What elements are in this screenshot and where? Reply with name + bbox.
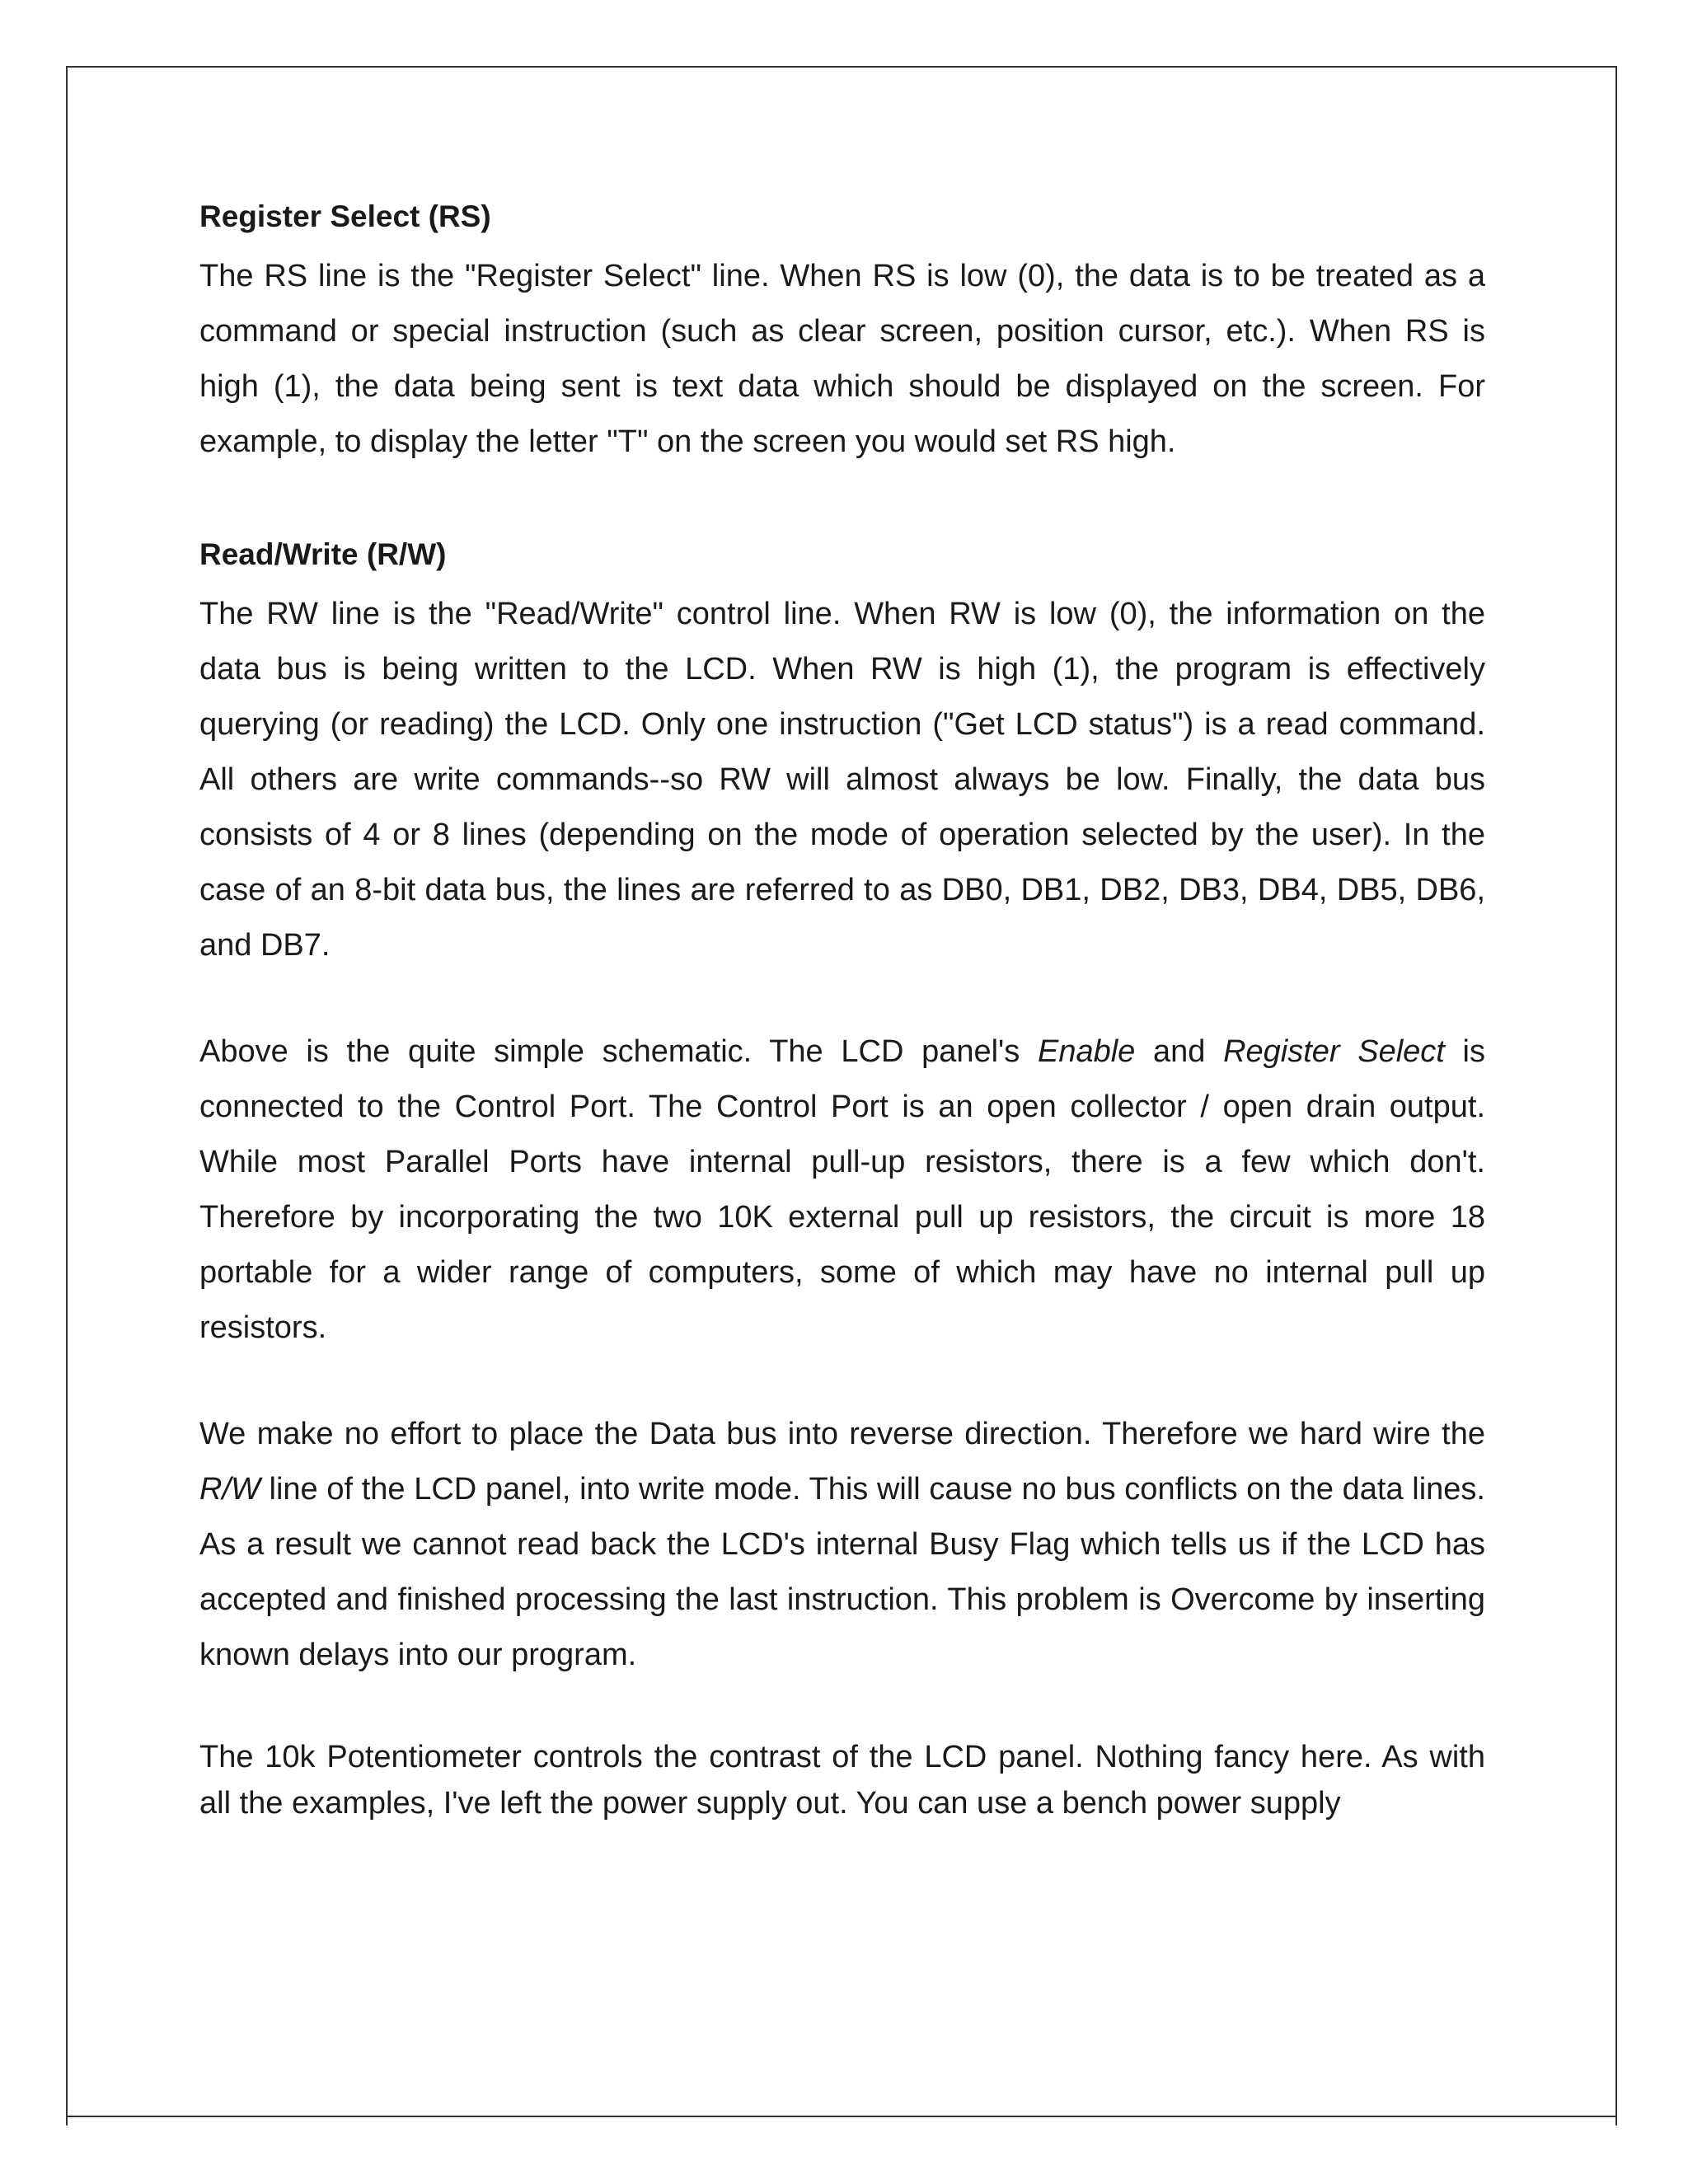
page-corner-tick-left [66,2116,68,2125]
paragraph-register-select: The RS line is the "Register Select" line. When RS is low (0), the data is to be treated as a command or special instruction (such as clear screen, position cursor, etc.). When RS is high (1), the data being sent is text data which should be displayed on the screen. For example, to display the letter "T" on the screen you would set RS high. [199,259,1485,459]
emphasis-register-select: Register Select [1223,1034,1445,1069]
text-run: line of the LCD panel, into write mode. This will cause no bus conflicts on the data lines. As a result we cannot read back the LCD's internal Busy Flag which tells us if the LCD has accepted and finished processing the last instruction. This problem is Overcome by inserting known delays into our program. [199,1472,1485,1672]
section-heading-read-write: Read/Write (R/W) [199,537,447,571]
text-run: and [1135,1034,1224,1069]
spacer [199,1683,1485,1734]
page-corner-tick-right [1615,2116,1617,2125]
emphasis-enable: Enable [1037,1034,1136,1069]
emphasis-rw: R/W [199,1472,260,1507]
text-run: is connected to the Control Port. The Control Port is an open collector / open drain output. While most Parallel Ports have internal pull-up resistors, there is a few which don't. Therefore by incorporating the two 10K external pull up resistors, the circuit is more 18 portable for a wider range of computers, some of which may have no internal pull up resistors. [199,1034,1485,1345]
text-run: Above is the quite simple schematic. The LCD panel's [199,1034,1038,1069]
paragraph-schematic [199,1024,1485,1356]
paragraph-data-bus [199,1407,1485,1683]
paragraph-read-write: The RW line is the "Read/Write" control line. When RW is low (0), the information on the data bus is being written to the LCD. When RW is high (1), the program is effectively querying (or reading) the LCD. Only one instruction ("Get LCD status") is a read command. All others are write commands--so RW will almost always be low. Finally, the data bus consists of 4 or 8 lines (depending on the mode of operation selected by the user). In the case of an 8-bit data bus, the lines are referred to as DB0, DB1, DB2, DB3, DB4, DB5, DB6, and DB7. [199,597,1485,963]
spacer [199,973,1485,1024]
document-body [199,196,1485,1826]
page-bottom-rule [66,2116,1617,2117]
spacer [199,1356,1485,1407]
paragraph-potentiometer: The 10k Potentiometer controls the contrast of the LCD panel. Nothing fancy here. As with all the examples, I've left the power supply out. You can use a bench power supply [199,1740,1485,1821]
spacer [199,470,1485,534]
text-run: We make no effort to place the Data bus into reverse direction. Therefore we hard wire the [199,1417,1485,1451]
section-heading-register-select: Register Select (RS) [199,199,491,233]
